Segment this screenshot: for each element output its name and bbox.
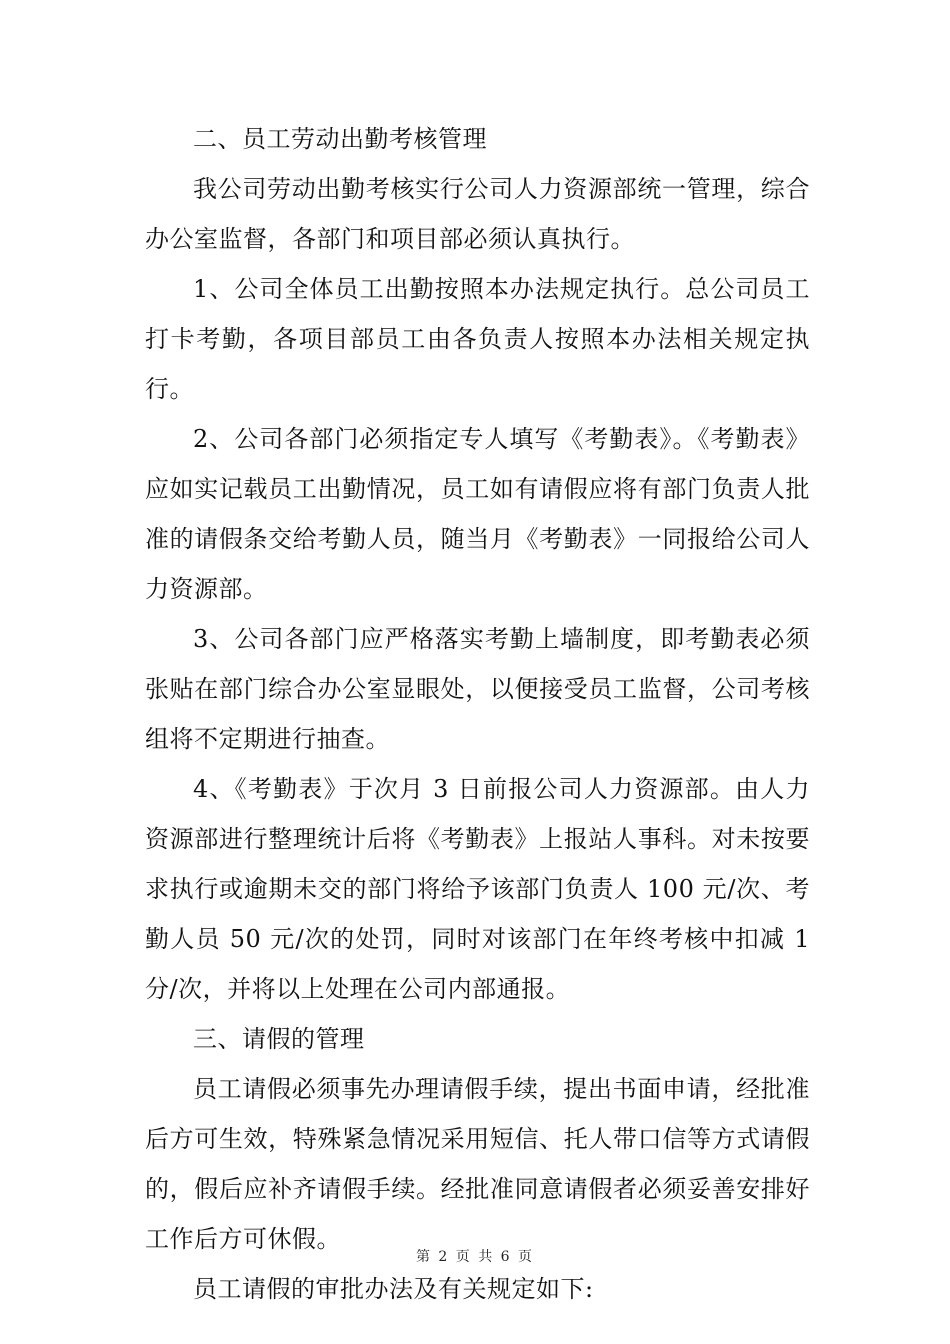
paragraph-leave-rules-intro: 员工请假的审批办法及有关规定如下: — [193, 1275, 594, 1303]
paragraph-rule-2: 2、公司各部门必须指定专人填写《考勤表》。《考勤表》应如实记载员工出勤情况，员工如有请假应将有部门负责人批准的请假条交给考勤人员，随当月《考勤表》一同报给公司人力资源部。 — [145, 425, 810, 603]
paragraph-attendance-overview: 我公司劳动出勤考核实行公司人力资源部统一管理，综合办公室监督，各部门和项目部必须认真执行。 — [145, 175, 810, 253]
page-footer: 第 2 页 共 6 页 — [415, 1249, 535, 1265]
paragraph-rule-4: 4、《考勤表》于次月 3 日前报公司人力资源部。由人力资源部进行整理统计后将《考勤表》上报站人事科。对未按要求执行或逾期未交的部门将给予该部门负责人 100 元/次、考勤人员 50 元/次的处罚，同时对该部门在年终考核中扣减 1 分/次，并将以上处理在公司内部通报。 — [145, 775, 810, 1003]
section-heading-attendance: 二、员工劳动出勤考核管理 — [193, 125, 487, 153]
section-heading-leave: 三、请假的管理 — [193, 1025, 365, 1053]
paragraph-rule-1: 1、公司全体员工出勤按照本办法规定执行。总公司员工打卡考勤，各项目部员工由各负责人按照本办法相关规定执行。 — [145, 275, 810, 403]
document-body — [145, 114, 810, 1314]
paragraph-leave-procedure: 员工请假必须事先办理请假手续，提出书面申请，经批准后方可生效，特殊紧急情况采用短信、托人带口信等方式请假的，假后应补齐请假手续。经批准同意请假者必须妥善安排好工作后方可休假。 — [145, 1075, 810, 1253]
paragraph-rule-3: 3、公司各部门应严格落实考勤上墙制度，即考勤表必须张贴在部门综合办公室显眼处，以便接受员工监督，公司考核组将不定期进行抽查。 — [145, 625, 810, 753]
